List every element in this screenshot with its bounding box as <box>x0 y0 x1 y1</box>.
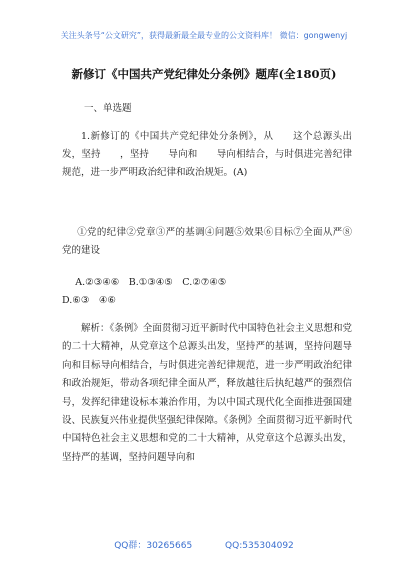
footer-contact <box>0 538 408 551</box>
section-heading: 一、单选题 <box>84 103 132 114</box>
footer-qq-group: QQ群：30265665 <box>114 541 193 551</box>
question-text: 1.新修订的《中国共产党纪律处分条例》，从 这个总源头出发，坚持 ，坚持 导向和 导向相结合，与时俱进完善纪律规范，进一步严明政治纪律和政治规矩。(A) <box>62 131 352 178</box>
footer-qq-number: QQ:535304092 <box>225 541 294 551</box>
question-options: ①党的纪律②党章③严的基调④问题⑤效果⑥目标⑦全面从严⑧党的建设 <box>62 227 352 256</box>
document-title: 新修订《中国共产党纪律处分条例》题库(全180页) <box>71 67 337 81</box>
header-notice: 关注头条号“公文研究”，获得最新最全最专业的公文资料库！ 微信：gongwenyj <box>60 31 348 40</box>
analysis-text: 解析：《条例》全面贯彻习近平新时代中国特色社会主义思想和党的二十大精神，从党章这个总源头出发，坚持严的基调，坚持问题导向和目标导向相结合，与时俱进完善纪律规范，进一步严明政治纪律和政治规矩，带动各项纪律全面从严，释放越往后执纪越严的强烈信号，发挥纪律建设标本兼治作用，为以中国式现代化全面推进强国建设、民族复兴伟业提供坚强纪律保障。《条例》全面贯彻习近平新时代中国特色社会主义思想和党的二十大精神，从党章这个总源头出发，坚持严的基调，坚持问题导向和 <box>62 323 352 463</box>
answer-choices-line-1: A.②③④⑥ B.①③④⑤ C.②⑦④⑤ <box>75 277 227 288</box>
answer-choices <box>62 274 352 310</box>
answer-choices-line-2: D.⑥③ ④⑥ <box>62 295 116 306</box>
